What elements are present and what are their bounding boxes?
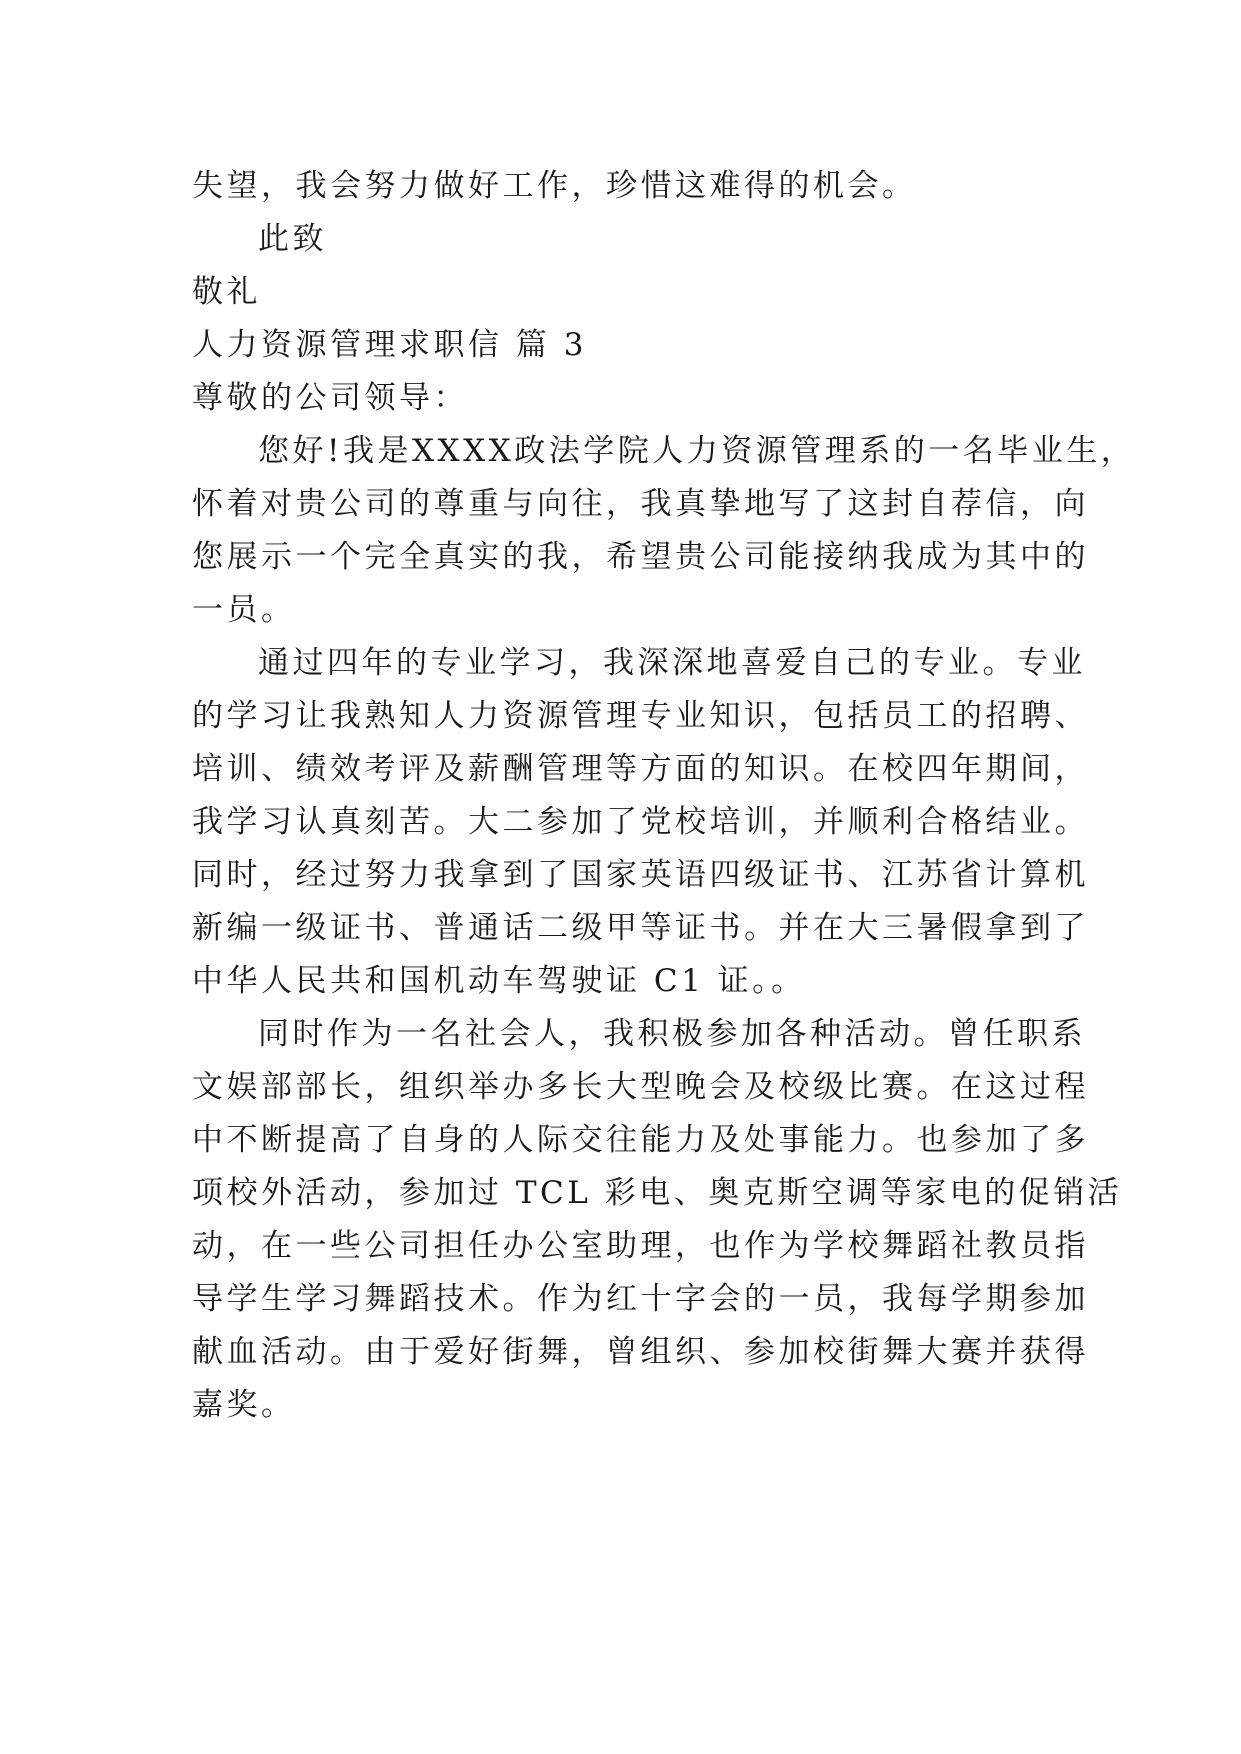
greeting: 尊敬的公司领导： [192,380,468,416]
text-line: 同时，经过努力我拿到了国家英语四级证书、江苏省计算机 [192,857,1089,893]
text-line: 中华人民共和国机动车驾驶证 C1 证。。 [192,963,806,999]
text-line: 项校外活动，参加过 TCL 彩电、奥克斯空调等家电的促销活 [192,1175,1123,1211]
closing-salutation: 此致 [258,221,327,257]
text-line: 一员。 [192,592,296,628]
text-line: 嘉奖。 [192,1387,296,1423]
closing-regards: 敬礼 [192,274,261,310]
text-line: 您好!我是XXXX政法学院人力资源管理系的一名毕业生， [258,433,1136,469]
text-line: 培训、绩效考评及薪酬管理等方面的知识。在校四年期间， [192,751,1089,787]
text-line: 同时作为一名社会人，我积极参加各种活动。曾任职系 [258,1016,1086,1052]
text-line: 我学习认真刻苦。大二参加了党校培训，并顺利合格结业。 [192,804,1089,840]
text-line: 通过四年的专业学习，我深深地喜爱自己的专业。专业 [258,645,1086,681]
text-line: 献血活动。由于爱好街舞，曾组织、参加校街舞大赛并获得 [192,1334,1089,1370]
text-line: 失望，我会努力做好工作，珍惜这难得的机会。 [192,168,917,204]
text-line: 导学生学习舞蹈技术。作为红十字会的一员，我每学期参加 [192,1281,1089,1317]
text-line: 文娱部部长，组织举办多长大型晚会及校级比赛。在这过程 [192,1069,1089,1105]
text-line: 的学习让我熟知人力资源管理专业知识，包括员工的招聘、 [192,698,1089,734]
text-line: 新编一级证书、普通话二级甲等证书。并在大三暑假拿到了 [192,910,1089,946]
text-line: 动，在一些公司担任办公室助理，也作为学校舞蹈社教员指 [192,1228,1089,1264]
section-heading: 人力资源管理求职信 篇 3 [192,327,587,363]
text-line: 怀着对贵公司的尊重与向往，我真挚地写了这封自荐信，向 [192,486,1089,522]
text-line: 您展示一个完全真实的我，希望贵公司能接纳我成为其中的 [192,539,1089,575]
text-line: 中不断提高了自身的人际交往能力及处事能力。也参加了多 [192,1122,1089,1158]
